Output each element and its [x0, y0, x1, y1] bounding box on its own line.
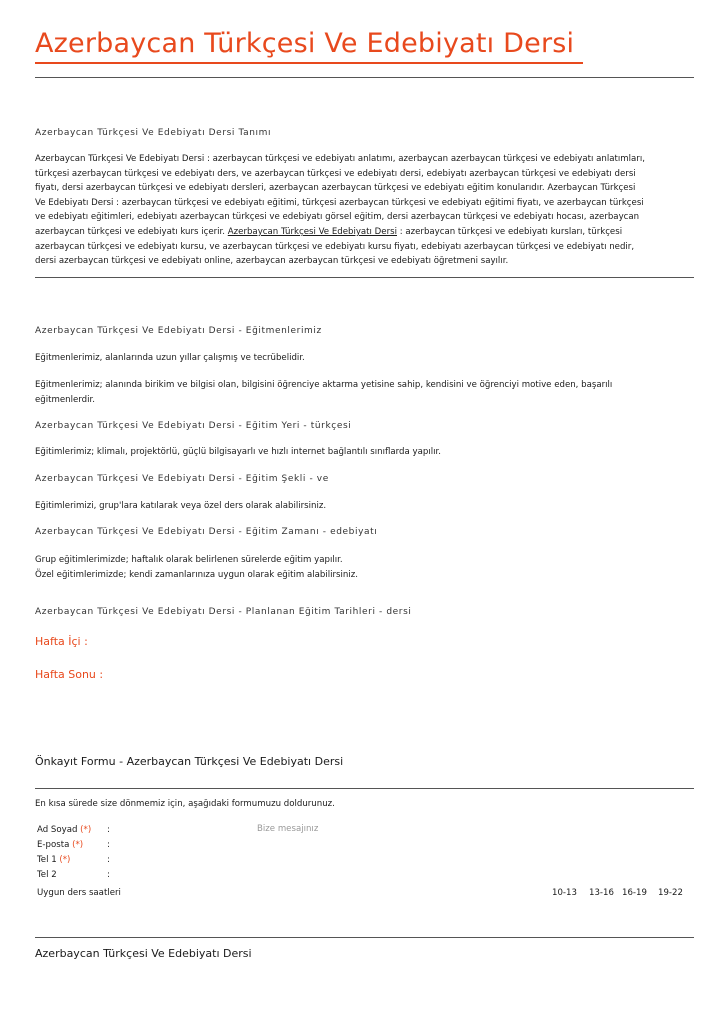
definition-line: dersi azerbaycan türkçesi ve edebiyatı online, azerbaycan azerbaycan türkçesi ve edebiyatı öğretmeni sayılır. — [35, 256, 509, 267]
footer-title: Azerbaycan Türkçesi Ve Edebiyatı Dersi — [35, 947, 252, 960]
message-textarea[interactable]: Bize mesajınız — [257, 824, 319, 834]
instructors-text: Eğitmenlerimiz, alanlarında uzun yıllar çalışmış ve tecrübelidir. — [35, 353, 305, 363]
location-text: Eğitimlerimiz; klimalı, projektörlü, güçlü bilgisayarlı ve hızlı internet bağlantılı sınıflarda yapılır. — [35, 447, 441, 457]
tel1-field[interactable]: Tel 1 (*) — [37, 855, 71, 865]
form-intro: En kısa sürede size dönmemiz için, aşağıdaki formumuzu doldurunuz. — [35, 799, 335, 809]
form-title: Önkayıt Formu - Azerbaycan Türkçesi Ve Edebiyatı Dersi — [35, 755, 344, 768]
definition-line: türkçesi azerbaycan türkçesi ve edebiyatı ders, ve azerbaycan türkçesi ve edebiyatı dersi, edebiyatı azerbaycan türkçesi ve edebiyatı dersi — [35, 168, 636, 179]
title-underline — [35, 62, 583, 64]
hour-option[interactable]: 10-13 — [552, 888, 577, 898]
hour-option[interactable]: 13-16 — [589, 888, 614, 898]
definition-line: Ve Edebiyatı Dersi : azerbaycan türkçesi ve edebiyatı eğitimi, türkçesi azerbaycan türkçesi ve edebiyatı eğitimi fiyatı, ve azerbaycan türkçesi — [35, 197, 644, 208]
definition-line: Azerbaycan Türkçesi Ve Edebiyatı Dersi : azerbaycan türkçesi ve edebiyatı anlatımı, azerbaycan azerbaycan türkçesi ve edebiyatı anlatımları, — [35, 154, 645, 164]
required-mark: (*) — [80, 825, 92, 835]
definition-line: fiyatı, dersi azerbaycan türkçesi ve edebiyatı dersleri, azerbaycan azerbaycan türkçesi ve edebiyatı eğitim konularıdır. Azerbaycan Türkçesi — [35, 183, 636, 194]
required-mark: (*) — [59, 855, 71, 865]
field-colon: : — [107, 870, 110, 880]
definition-line: azerbaycan türkçesi ve edebiyatı kursu, ve azerbaycan türkçesi ve edebiyatı kursu fiyatı, edebiyatı azerbaycan türkçesi ve edebiyatı nedir, — [35, 241, 635, 252]
field-colon: : — [107, 855, 110, 865]
timing-text: Grup eğitimlerimizde; haftalık olarak belirlenen sürelerde eğitim yapılır. — [35, 555, 343, 565]
format-heading: Azerbaycan Türkçesi Ve Edebiyatı Dersi - Eğitim Şekli - ve — [35, 474, 329, 484]
course-link[interactable]: Azerbaycan Türkçesi Ve Edebiyatı Dersi — [227, 227, 397, 237]
timing-heading: Azerbaycan Türkçesi Ve Edebiyatı Dersi - Eğitim Zamanı - edebiyatı — [35, 527, 378, 537]
tel2-field[interactable]: Tel 2 — [37, 870, 57, 880]
hour-option[interactable]: 16-19 — [622, 888, 647, 898]
definition-line: ve edebiyatı eğitimleri, edebiyatı azerbaycan türkçesi ve edebiyatı görsel eğitim, dersi azerbaycan türkçesi ve edebiyatı hocası, azerbaycan — [35, 212, 640, 223]
divider — [35, 788, 694, 789]
document-page — [35, 0, 694, 1030]
hour-option[interactable]: 19-22 — [658, 888, 683, 898]
divider — [35, 77, 694, 78]
definition-heading: Azerbaycan Türkçesi Ve Edebiyatı Dersi Tanımı — [35, 128, 272, 138]
divider — [35, 937, 694, 938]
divider — [35, 277, 694, 278]
hours-label: Uygun ders saatleri — [37, 888, 121, 898]
format-text: Eğitimlerimizi, grup'lara katılarak veya özel ders olarak alabilirsiniz. — [35, 501, 327, 511]
field-colon: : — [107, 840, 110, 850]
timing-text: Özel eğitimlerimizde; kendi zamanlarınıza uygun olarak eğitim alabilirsiniz. — [35, 569, 358, 580]
field-colon: : — [107, 825, 110, 835]
instructors-heading: Azerbaycan Türkçesi Ve Edebiyatı Dersi - Eğitmenlerimiz — [35, 326, 322, 336]
schedule-heading: Azerbaycan Türkçesi Ve Edebiyatı Dersi - Planlanan Eğitim Tarihleri - dersi — [35, 607, 412, 617]
location-heading: Azerbaycan Türkçesi Ve Edebiyatı Dersi - Eğitim Yeri - türkçesi — [35, 421, 352, 431]
page-title: Azerbaycan Türkçesi Ve Edebiyatı Dersi — [35, 28, 575, 59]
definition-line: azerbaycan türkçesi ve edebiyatı kurs içerir. Azerbaycan Türkçesi Ve Edebiyatı Dersi : azerbaycan türkçesi ve edebiyatı kursları, türkçesi — [35, 227, 623, 237]
required-mark: (*) — [72, 840, 84, 850]
weekend-label: Hafta Sonu : — [35, 668, 104, 681]
instructors-text: eğitmenlerdir. — [35, 394, 95, 405]
email-field[interactable]: E-posta (*) — [37, 840, 84, 850]
weekdays-label: Hafta İçi : — [35, 635, 88, 648]
instructors-text: Eğitmenlerimiz; alanında birikim ve bilgisi olan, bilgisini öğrenciye aktarma yetisine sahip, kendisini ve öğrenciyi motive eden, başarılı — [35, 380, 613, 390]
name-field[interactable]: Ad Soyad (*) — [37, 825, 92, 835]
